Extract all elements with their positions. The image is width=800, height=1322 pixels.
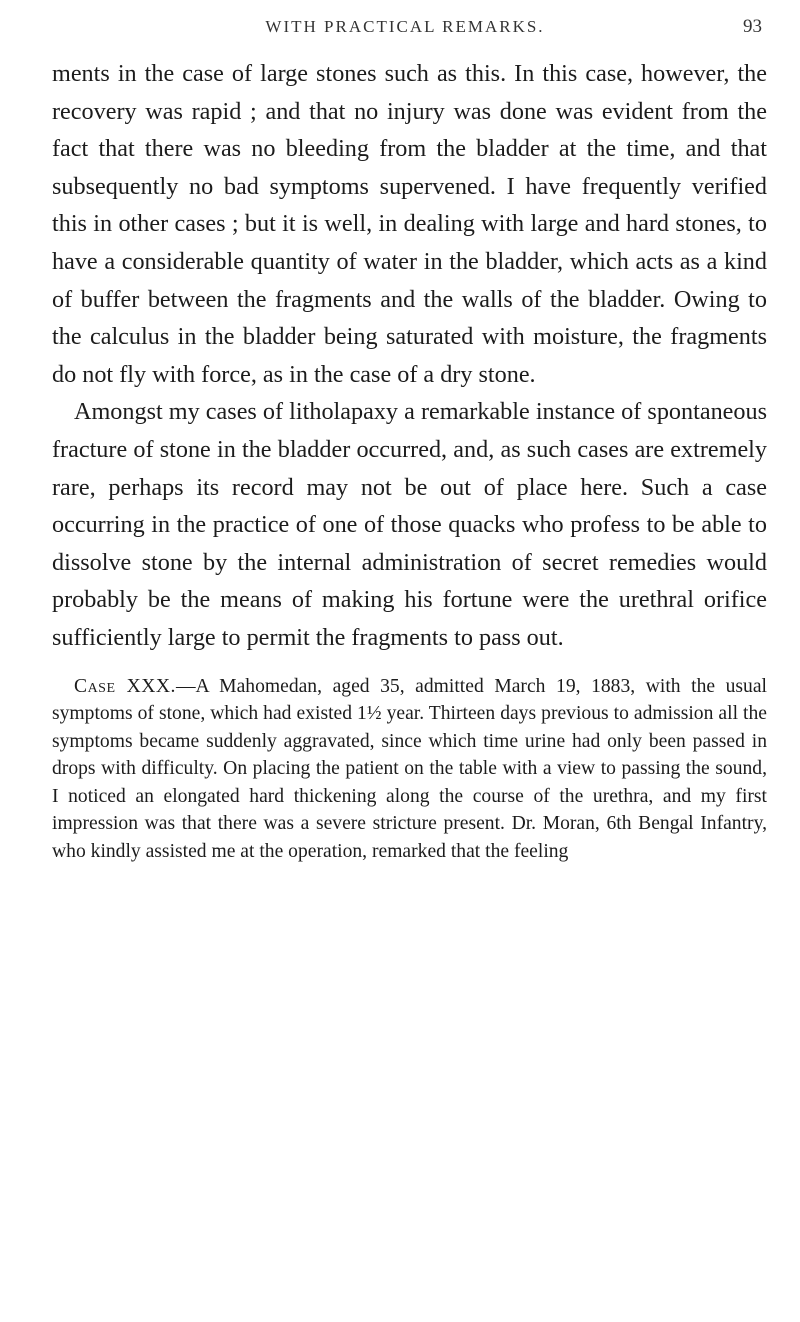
body-text <box>52 55 767 866</box>
case-label: Case XXX. <box>74 675 176 697</box>
paragraph-continuation: ments in the case of large stones such as this. In this case, however, the recovery was rapid ; and that no injury was done was evident from the fact that there was no bleeding from the bladder at the time, and that subsequently no bad symptoms supervened. I have frequently verified this in other cases ; but it is well, in dealing with large and hard stones, to have a considerable quantity of water in the bladder, which acts as a kind of buffer between the fragments and the walls of the bladder. Owing to the calculus in the bladder being saturated with moisture, the fragments do not fly with force, as in the case of a dry stone. <box>52 60 767 388</box>
running-title: WITH PRACTICAL REMARKS. <box>265 17 545 36</box>
page-number: 93 <box>743 16 762 37</box>
case-text: —A Mahomedan, aged 35, admitted March 19, 1883, with the usual symptoms of stone, which had existed 1½ year. Thirteen days previous to admission all the symptoms became suddenly aggravated, since which time urine had only been passed in drops with difficulty. On placing the patient on the table with a view to passing the sound, I noticed an elongated hard thickening along the course of the urethra, and my first impression was that there was a severe stricture present. Dr. Moran, 6th Bengal Infantry, who kindly assisted me at the operation, remarked that the feeling <box>52 675 767 863</box>
case-report <box>52 673 767 866</box>
paragraph-litholapaxy: Amongst my cases of litholapaxy a remarkable instance of spontaneous fracture of stone in the bladder occurred, and, as such cases are extremely rare, perhaps its record may not be out of place here. Such a case occurring in the practice of one of those quacks who profess to be able to dissolve stone by the internal administration of secret remedies would probably be the means of making his fortune were the urethral orifice sufficiently large to permit the fragments to pass out. <box>52 398 767 651</box>
running-header <box>40 12 770 42</box>
